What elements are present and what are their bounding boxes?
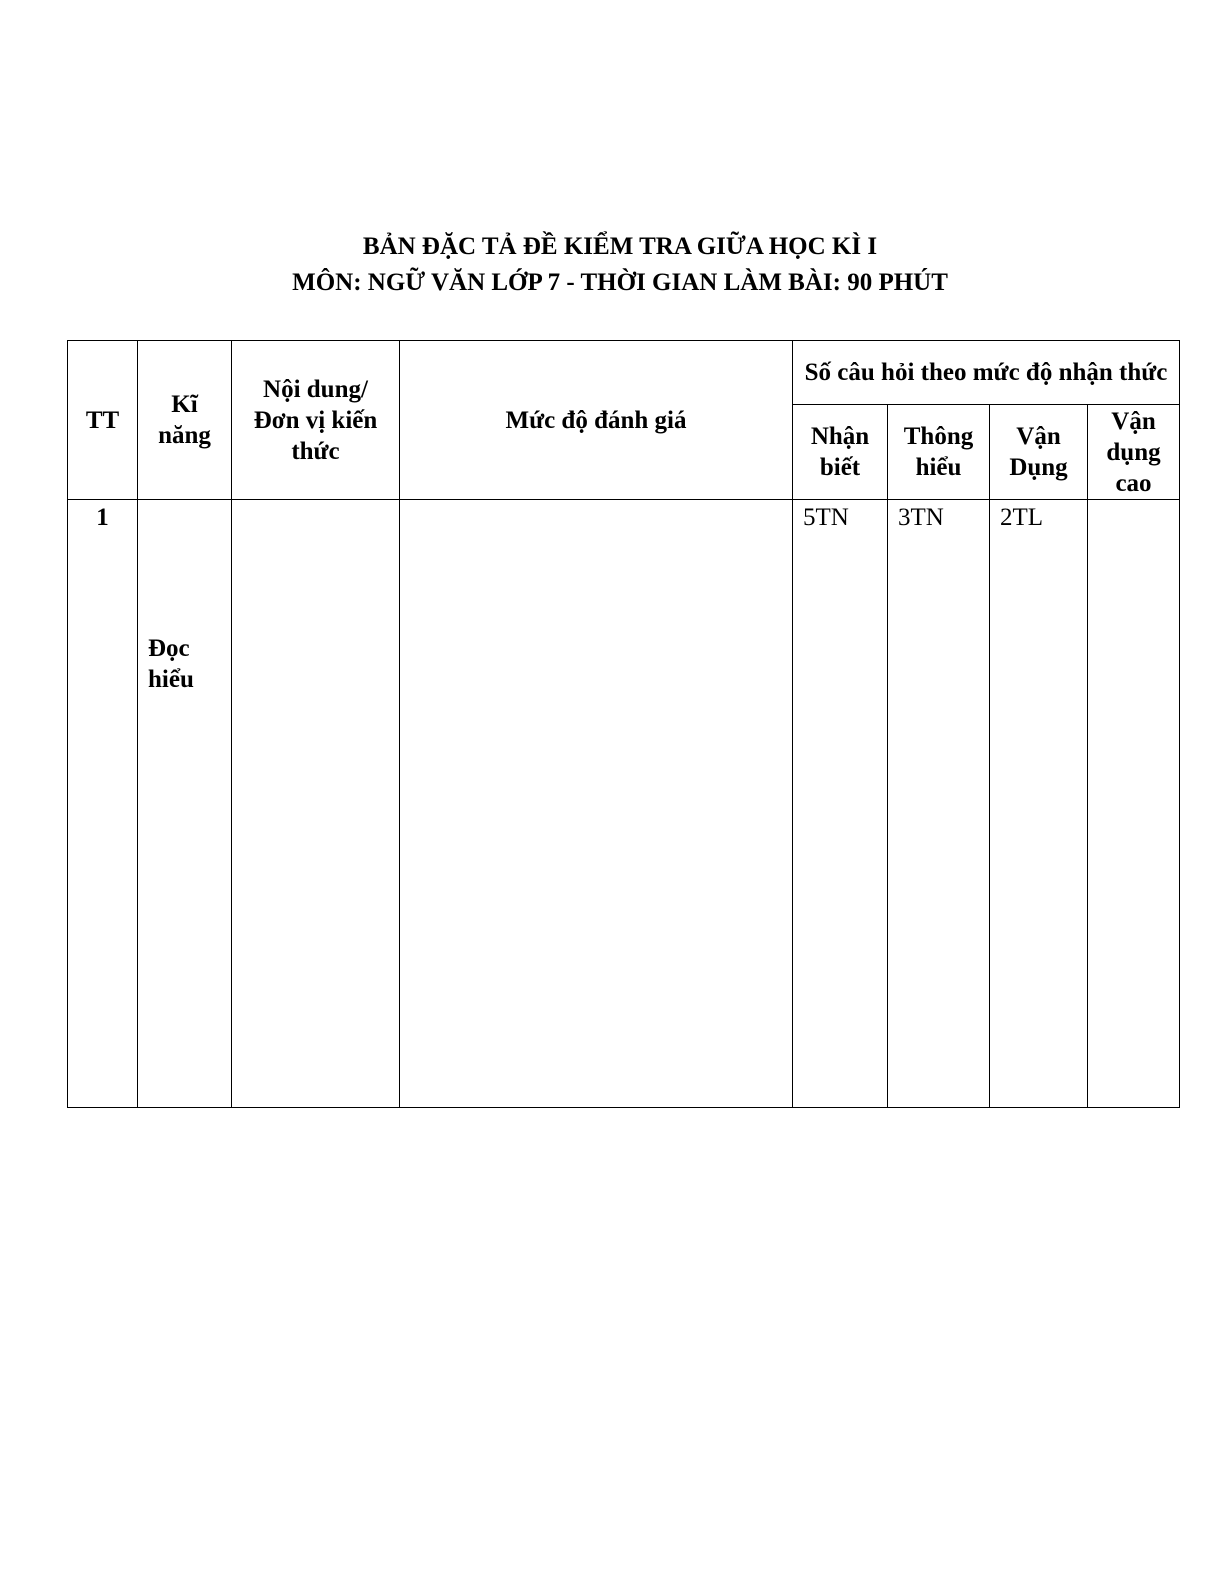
- header-content-line1: Nội dung/: [263, 375, 368, 403]
- header-level-recognition: Nhận biết: [793, 405, 888, 500]
- header-skill-line1: Kĩ: [171, 391, 198, 418]
- header-content: [232, 341, 400, 500]
- header-question-count-group: Số câu hỏi theo mức độ nhận thức: [793, 341, 1180, 405]
- header-skill-line2: năng: [158, 422, 211, 449]
- row-assessment: [400, 500, 793, 1108]
- row-value-recognition: 5TN: [793, 500, 888, 1108]
- header-assessment: Mức độ đánh giá: [400, 341, 793, 500]
- row-skill: [138, 500, 232, 1108]
- header-skill: [138, 341, 232, 500]
- header-content-line2: Đơn vị kiến: [253, 406, 378, 434]
- row-tt: 1: [68, 500, 138, 1108]
- header-tt: TT: [68, 341, 138, 500]
- row-skill-line2: hiểu: [148, 665, 194, 693]
- row-value-application: 2TL: [990, 500, 1088, 1108]
- header-level-application: Vận Dụng: [990, 405, 1088, 500]
- row-value-high-application: [1088, 500, 1180, 1108]
- row-skill-line1: Đọc: [148, 634, 190, 662]
- row-value-comprehension: 3TN: [888, 500, 990, 1108]
- row-content: [232, 500, 400, 1108]
- header-row-group: [68, 341, 1180, 405]
- document-title-line1: BẢN ĐẶC TẢ ĐỀ KIỂM TRA GIỮA HỌC KÌ I: [362, 233, 878, 260]
- header-level-comprehension: Thông hiểu: [888, 405, 990, 500]
- header-content-line3: thức: [291, 437, 340, 465]
- specification-table: [67, 340, 1180, 1108]
- table-row: [68, 500, 1180, 1108]
- header-level-high-application: Vận dụng cao: [1088, 405, 1180, 500]
- document-title-line2: MÔN: NGỮ VĂN LỚP 7 - THỜI GIAN LÀM BÀI: 90 PHÚT: [292, 269, 948, 296]
